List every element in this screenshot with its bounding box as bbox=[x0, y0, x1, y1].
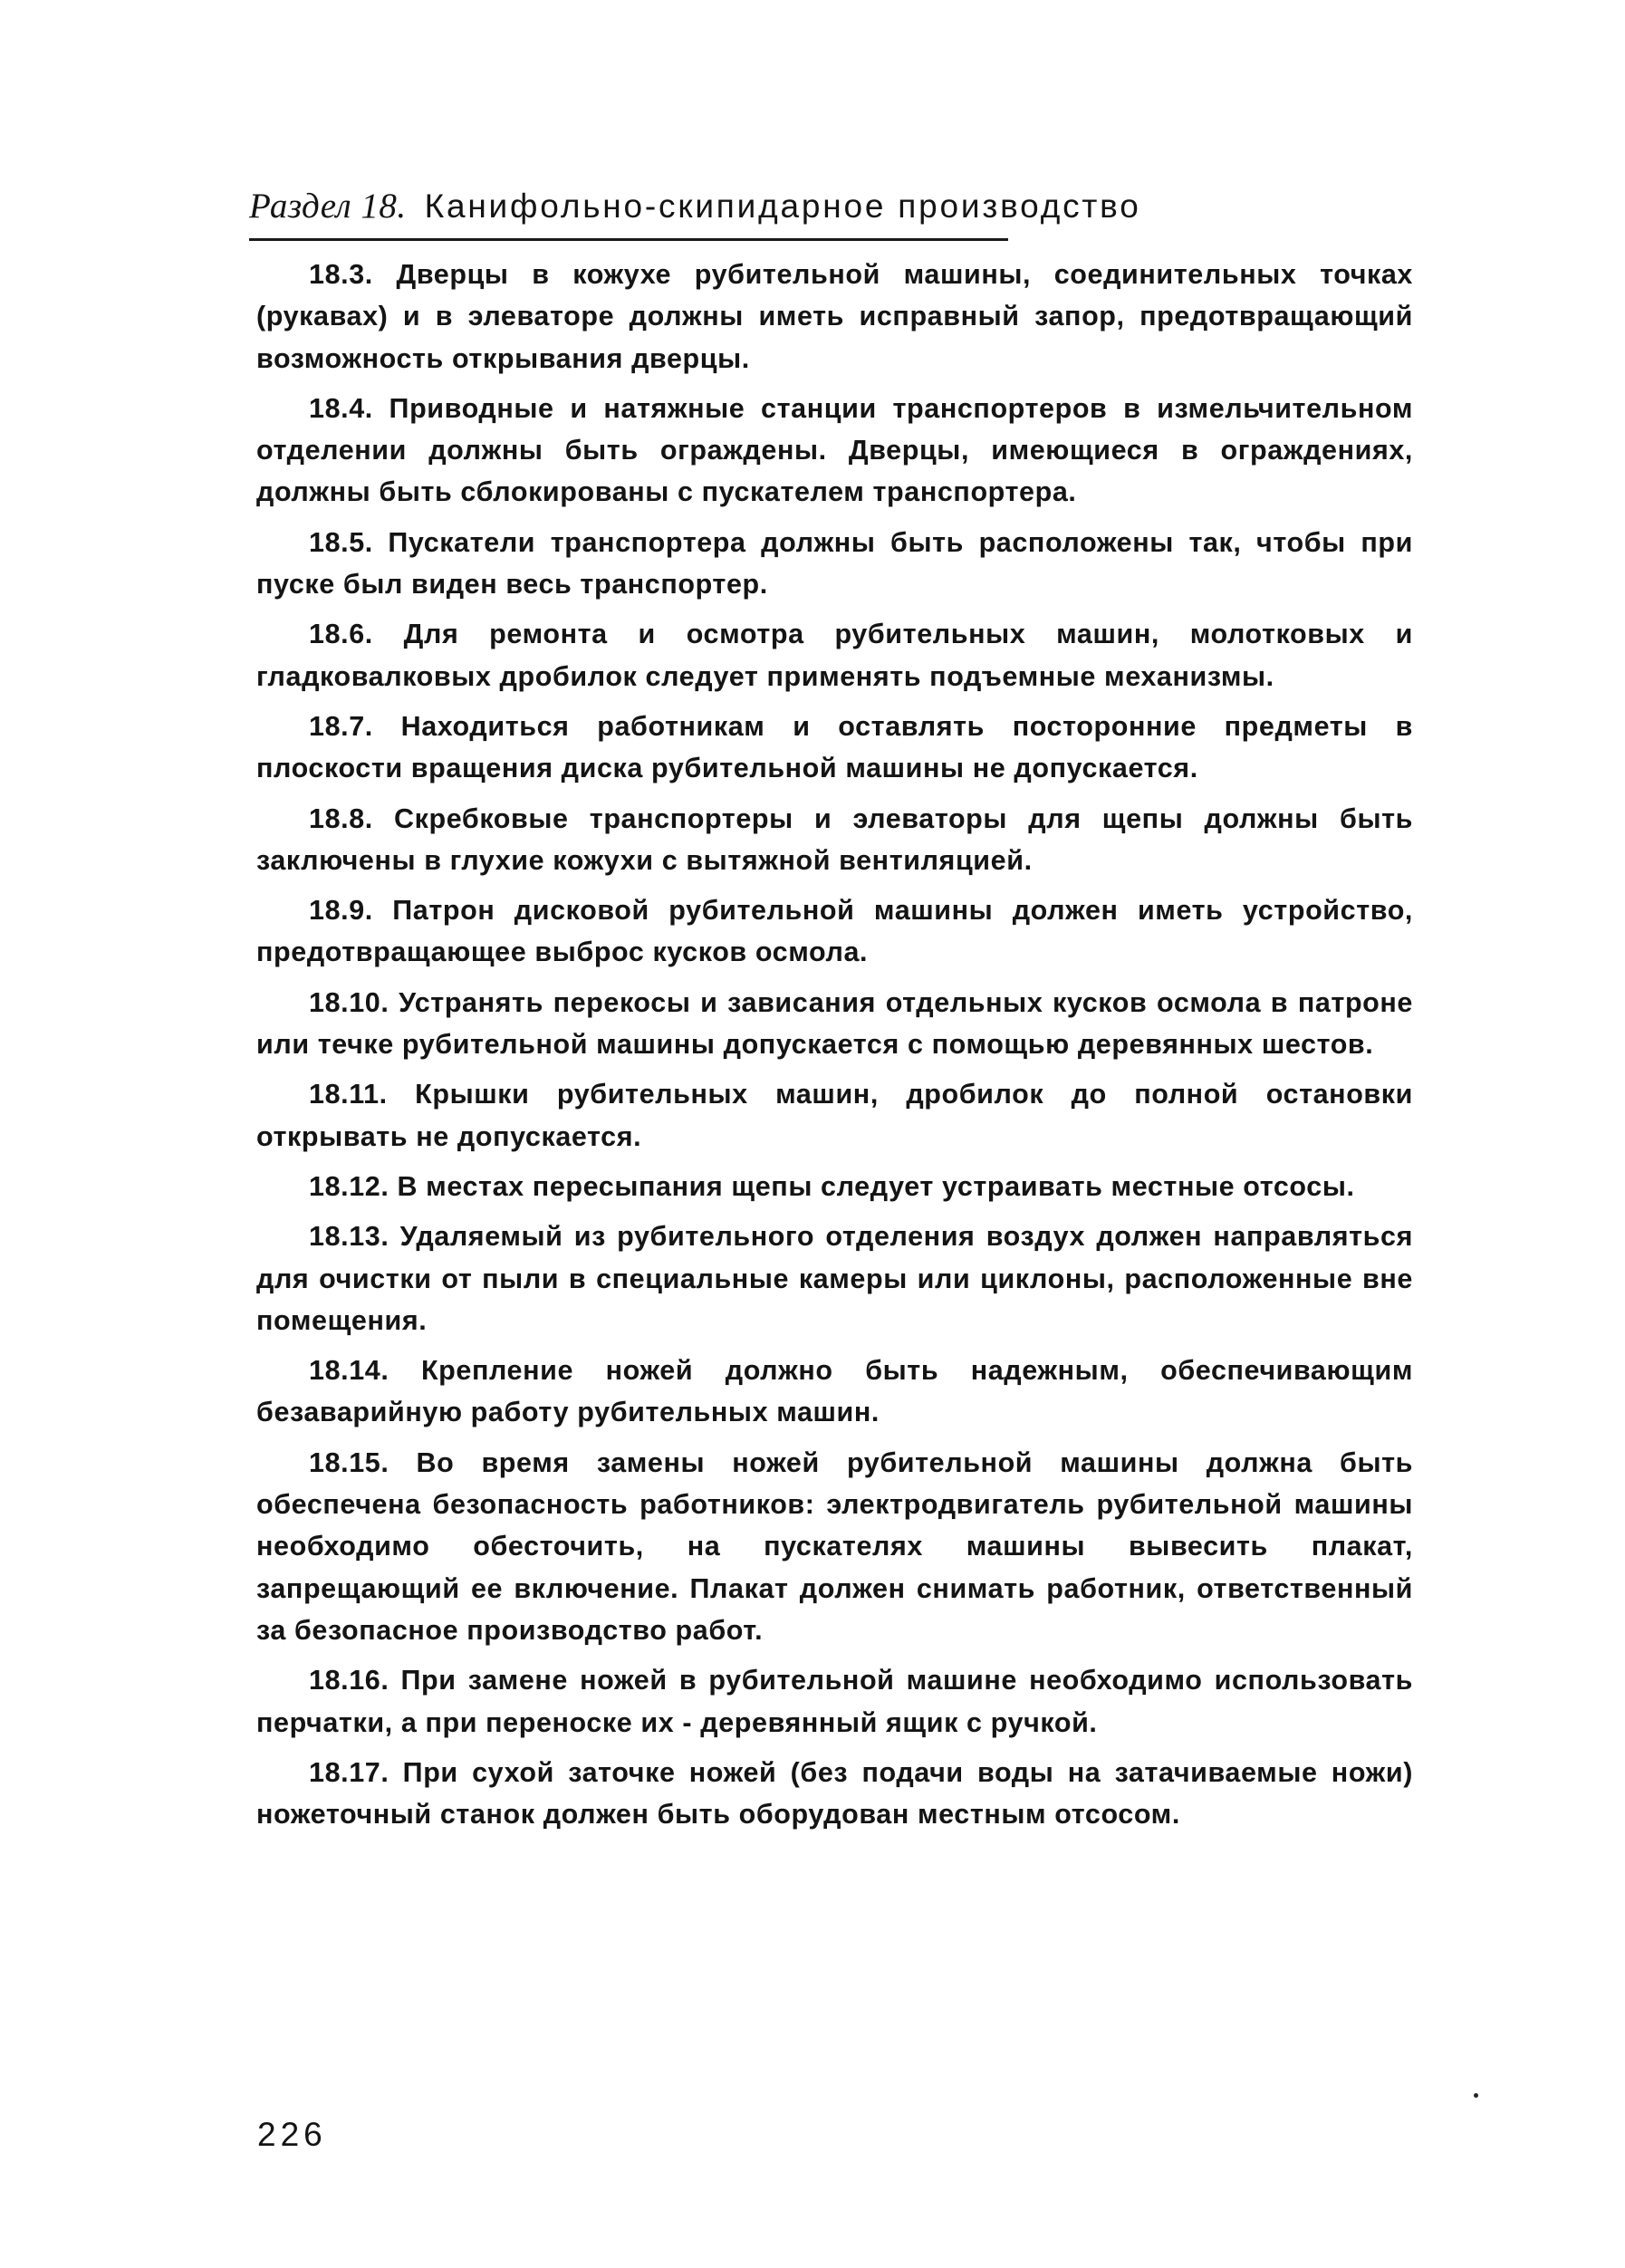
paragraph-18-12: 18.12. В местах пересыпания щепы следует устраивать местные отсосы. bbox=[309, 1170, 1355, 1202]
paragraph-18-4: 18.4. Приводные и натяжные станции транспортеров в измельчительном отделении должны быть ограждены. Дверцы, имеющиеся в ограждениях, должны быть сблокированы с пускателем транспортера. bbox=[256, 392, 1413, 508]
scan-speck bbox=[1474, 2093, 1478, 2098]
running-header bbox=[249, 186, 1336, 240]
section-label: Раздел 18. bbox=[249, 187, 407, 226]
paragraph-18-8: 18.8. Скребковые транспортеры и элеваторы для щепы должны быть заключены в глухие кожухи с вытяжной вентиляцией. bbox=[256, 802, 1413, 876]
paragraph-18-13: 18.13. Удаляемый из рубительного отделения воздух должен направляться для очистки от пыли в специальные камеры или циклоны, расположенные вне помещения. bbox=[256, 1221, 1413, 1336]
paragraph-18-15: 18.15. Во время замены ножей рубительной машины должна быть обеспечена безопасность работников: электродвигатель рубительной машины необходимо обесточить, на пускателях машины вывесить плакат, запрещающий ее включение. Плакат должен снимать работник, ответственный за безопасное производство работ. bbox=[256, 1446, 1413, 1646]
body-text bbox=[256, 254, 1413, 1843]
header-rule bbox=[249, 238, 1008, 241]
paragraph-18-10: 18.10. Устранять перекосы и зависания отдельных кусков осмола в патроне или течке рубительной машины допускается с помощью деревянных шестов. bbox=[256, 986, 1413, 1061]
paragraph-18-3: 18.3. Дверцы в кожухе рубительной машины, соединительных точках (рукавах) и в элеваторе должны иметь исправный запор, предотвращающий возможность открывания дверцы. bbox=[256, 259, 1413, 374]
paragraph-18-14: 18.14. Крепление ножей должно быть надежным, обеспечивающим безаварийную работу рубительных машин. bbox=[256, 1355, 1413, 1428]
paragraph-18-5: 18.5. Пускатели транспортера должны быть расположены так, чтобы при пуске был виден весь транспортер. bbox=[256, 526, 1413, 601]
section-title: Канифольно-скипидарное производство bbox=[424, 187, 1141, 225]
paragraph-18-7: 18.7. Находиться работникам и оставлять посторонние предметы в плоскости вращения диска рубительной машины не допускается. bbox=[256, 710, 1413, 784]
paragraph-18-9: 18.9. Патрон дисковой рубительной машины должен иметь устройство, предотвращающее выброс кусков осмола. bbox=[256, 895, 1413, 968]
paragraph-18-11: 18.11. Крышки рубительных машин, дробилок до полной остановки открывать не допускается. bbox=[256, 1079, 1413, 1152]
paragraph-18-17: 18.17. При сухой заточке ножей (без подачи воды на затачиваемые ножи) ножеточный станок должен быть оборудован местным отсосом. bbox=[256, 1756, 1413, 1831]
paragraph-18-16: 18.16. При замене ножей в рубительной машине необходимо использовать перчатки, а при переноске их - деревянный ящик с ручкой. bbox=[256, 1665, 1413, 1738]
paragraph-18-6: 18.6. Для ремонта и осмотра рубительных машин, молотковых и гладковалковых дробилок следует применять подъемные механизмы. bbox=[256, 619, 1413, 692]
page-number: 226 bbox=[257, 2116, 327, 2153]
